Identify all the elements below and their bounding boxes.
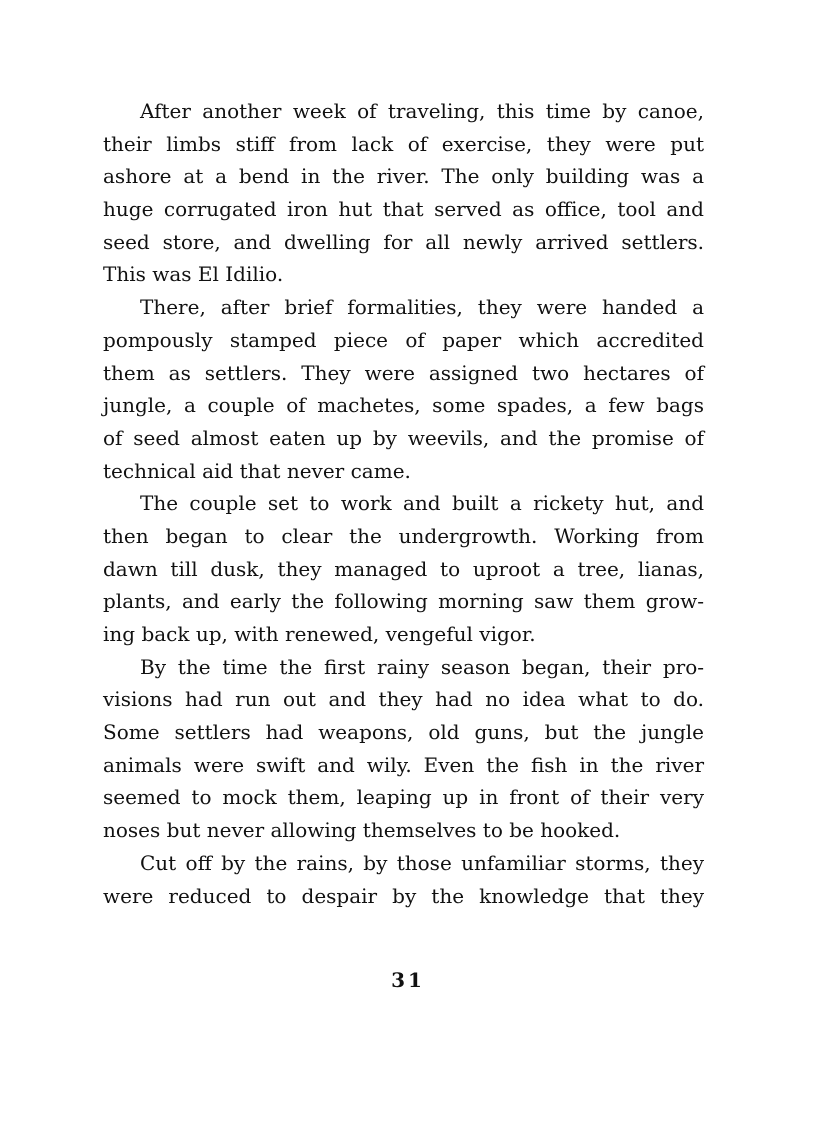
text-line: The couple set to work and built a rickety hut, and — [140, 491, 704, 516]
paragraph-3 — [103, 487, 704, 650]
text-line: ashore at a bend in the river. The only building was a — [103, 164, 704, 189]
page-body — [103, 95, 704, 912]
text-line: seemed to mock them, leaping up in front of their very — [103, 785, 704, 810]
text-line: ing back up, with renewed, vengeful vigor. — [103, 622, 536, 646]
paragraph-5 — [103, 847, 704, 912]
page-number: 31 — [391, 968, 425, 992]
text-line: After another week of traveling, this time by canoe, — [140, 99, 704, 123]
text-line: plants, and early the following morning saw them grow- — [103, 589, 704, 614]
text-line: Some settlers had weapons, old guns, but the jungle — [103, 720, 704, 745]
text-line: There, after brief formalities, they were handed a — [140, 295, 704, 320]
text-line: were reduced to despair by the knowledge that they — [103, 883, 704, 908]
text-line: animals were swift and wily. Even the fish in the river — [103, 752, 704, 777]
text-line: seed store, and dwelling for all newly arrived settlers. — [103, 229, 704, 254]
text-line: their limbs stiff from lack of exercise, they were put — [103, 131, 704, 156]
text-line: jungle, a couple of machetes, some spades, a few bags — [103, 393, 704, 418]
text-line: Cut off by the rains, by those unfamiliar storms, they — [140, 850, 704, 875]
text-line: visions had run out and they had no idea what to do. — [103, 687, 704, 712]
text-line: of seed almost eaten up by weevils, and the promise of — [103, 425, 704, 450]
text-line: huge corrugated iron hut that served as office, tool and — [103, 197, 704, 222]
text-line: By the time the first rainy season began, their pro- — [140, 654, 704, 679]
text-line: This was El Idilio. — [103, 262, 284, 287]
text-line: noses but never allowing themselves to be hooked. — [103, 818, 621, 843]
text-line: technical aid that never came. — [103, 458, 411, 483]
text-line: then began to clear the undergrowth. Working from — [103, 523, 704, 548]
paragraph-2 — [103, 291, 704, 487]
paragraph-4 — [103, 651, 704, 847]
text-line: them as settlers. They were assigned two hectares of — [103, 360, 704, 385]
paragraph-1 — [103, 95, 704, 291]
text-line: dawn till dusk, they managed to uproot a tree, lianas, — [103, 556, 704, 581]
text-line: pompously stamped piece of paper which accredited — [103, 327, 704, 352]
